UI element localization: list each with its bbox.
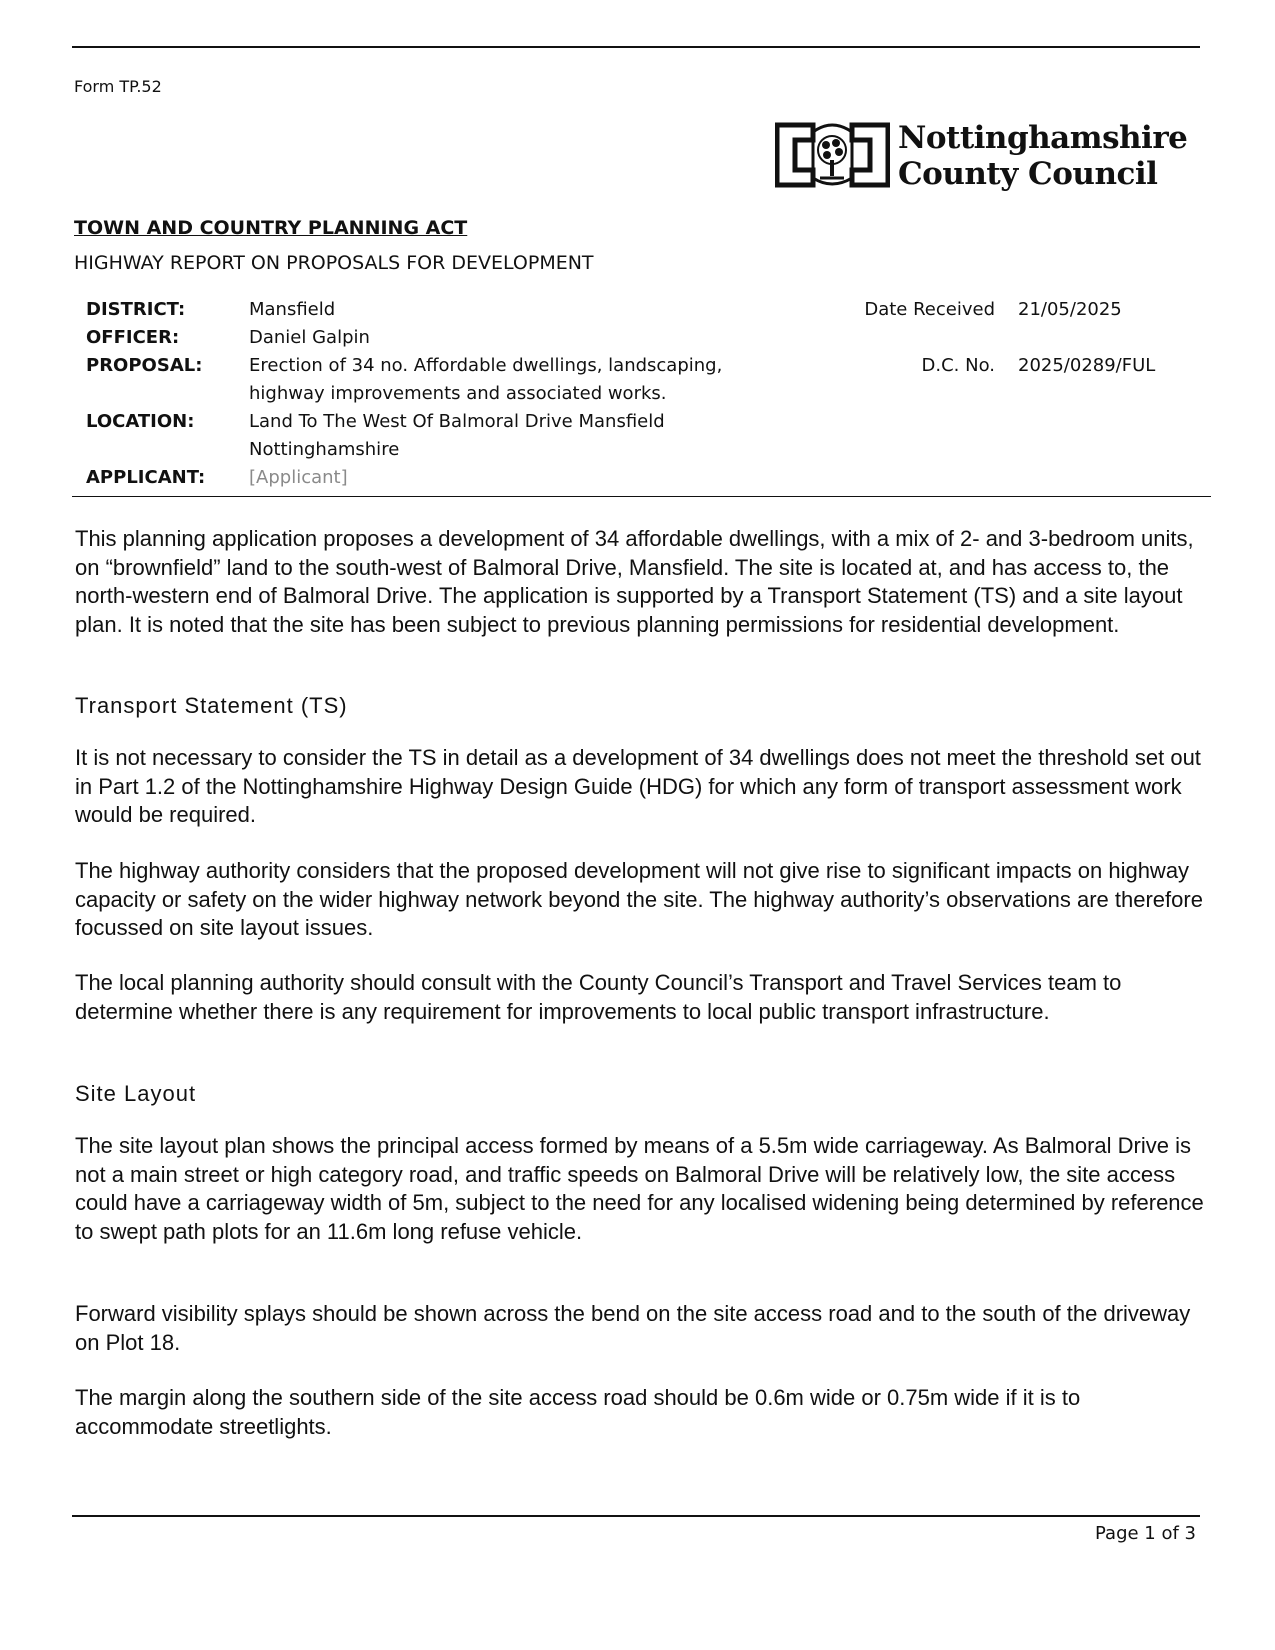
date-received-value: 21/05/2025 <box>1018 299 1122 320</box>
report-title: HIGHWAY REPORT ON PROPOSALS FOR DEVELOPMENT <box>74 252 594 274</box>
layout-paragraph-3: The margin along the southern side of the site access road should be 0.6m wide or 0.75m wide if it is to accommodate streetlights. <box>75 1385 1081 1439</box>
heading-site-layout: Site Layout <box>75 1081 197 1106</box>
proposal-label: PROPOSAL: <box>86 355 203 376</box>
bottom-rule <box>72 1515 1200 1517</box>
top-rule <box>72 46 1200 48</box>
applicant-value: [Applicant] <box>249 467 348 488</box>
district-value: Mansfield <box>249 299 336 320</box>
dc-no-value: 2025/0289/FUL <box>1018 355 1156 376</box>
proposal-line-2: highway improvements and associated works. <box>249 383 667 404</box>
council-crest-icon <box>775 120 890 190</box>
ts-paragraph-2: The highway authority considers that the proposed development will not give rise to significant impacts on highway capacity or safety on the wider highway network beyond the site. The highway authority’s observations are therefore focussed on site layout issues. <box>75 858 1203 940</box>
layout-paragraph-2: Forward visibility splays should be shown across the bend on the site access road and to the south of the driveway on Plot 18. <box>75 1301 1191 1355</box>
layout-paragraph-1: The site layout plan shows the principal access formed by means of a 5.5m wide carriageway. As Balmoral Drive is not a main street or high category road, and traffic speeds on Balmoral Drive will be relatively low, the site access could have a carriageway width of 5m, subject to the need for any localised widening being determined by reference to swept path plots for an 11.6m long refuse vehicle. <box>75 1133 1204 1244</box>
proposal-line-1: Erection of 34 no. Affordable dwellings, landscaping, <box>249 355 723 376</box>
officer-label: OFFICER: <box>86 327 180 348</box>
dc-no-label: D.C. No. <box>921 355 995 376</box>
ts-paragraph-1: It is not necessary to consider the TS in detail as a development of 34 dwellings does not meet the threshold set out in Part 1.2 of the Nottinghamshire Highway Design Guide (HDG) for which any form of transport assessment work would be required. <box>75 745 1201 827</box>
applicant-label: APPLICANT: <box>86 467 206 488</box>
form-id: Form TP.52 <box>74 77 162 96</box>
logo-line-2: County Council <box>898 156 1158 192</box>
date-received-label: Date Received <box>864 299 995 320</box>
details-divider <box>72 496 1211 497</box>
heading-transport-statement: Transport Statement (TS) <box>75 693 348 718</box>
logo-line-1: Nottinghamshire <box>898 120 1188 156</box>
council-logo <box>775 120 1205 195</box>
act-title: TOWN AND COUNTRY PLANNING ACT <box>74 217 468 239</box>
officer-value: Daniel Galpin <box>249 327 370 348</box>
location-line-1: Land To The West Of Balmoral Drive Mansfield <box>249 411 665 432</box>
location-label: LOCATION: <box>86 411 195 432</box>
district-label: DISTRICT: <box>86 299 186 320</box>
location-line-2: Nottinghamshire <box>249 439 400 460</box>
intro-paragraph: This planning application proposes a development of 34 affordable dwellings, with a mix of 2- and 3-bedroom units, on “brownfield” land to the south-west of Balmoral Drive, Mansfield. The site is located at, and has access to, the north-western end of Balmoral Drive. The application is supported by a Transport Statement (TS) and a site layout plan. It is noted that the site has been subject to previous planning permissions for residential development. <box>75 526 1194 637</box>
ts-paragraph-3: The local planning authority should consult with the County Council’s Transport and Travel Services team to determine whether there is any requirement for improvements to local public transport infrastructure. <box>75 970 1122 1024</box>
page-number: Page 1 of 3 <box>1095 1523 1196 1544</box>
